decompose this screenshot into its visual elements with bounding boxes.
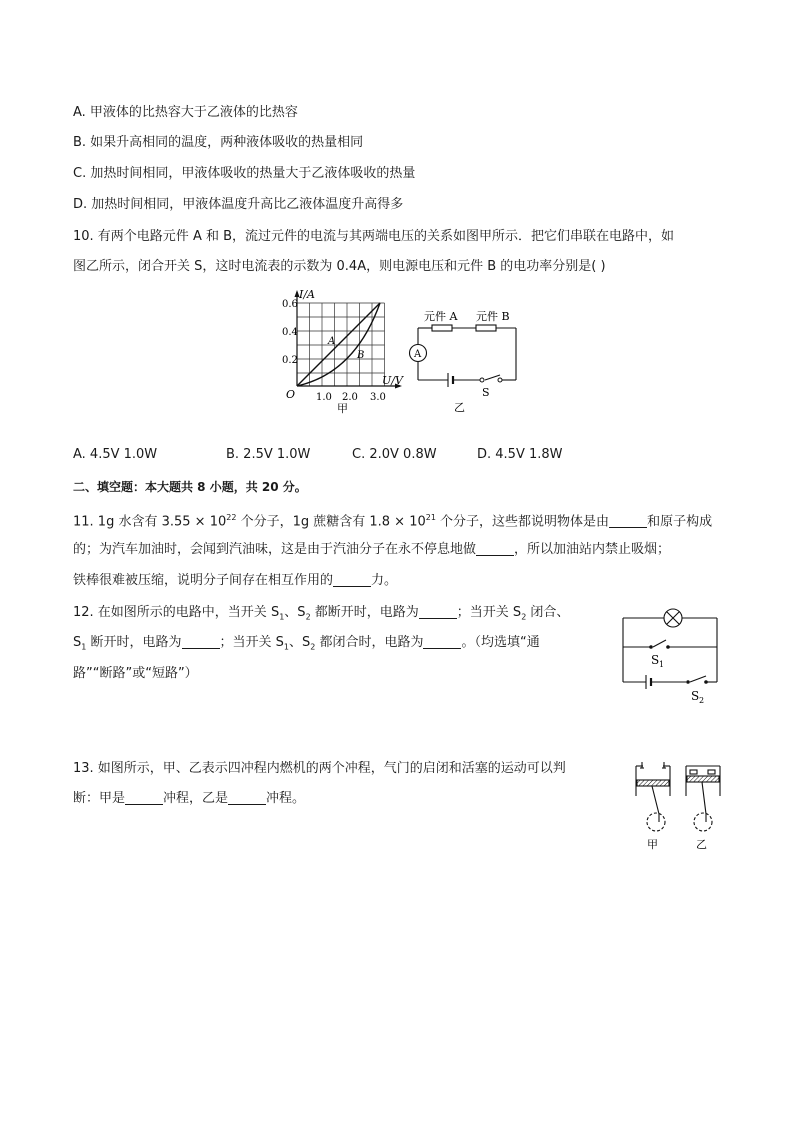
q11-blank-2[interactable]	[476, 541, 514, 556]
q10-stem-line2: 图乙所示，闭合开关 S，这时电流表的示数为 0.4A，则电源电压和元件 B 的电功率分别是( )	[73, 259, 606, 274]
q9-option-a: A. 甲液体的比热容大于乙液体的比热容	[73, 105, 298, 120]
q10-option-b: B. 2.5V 1.0W	[226, 447, 311, 462]
q12-circuit-figure	[616, 600, 726, 712]
q10-stem-line1: 10. 有两个电路元件 A 和 B，流过元件的电流与其两端电压的关系如图甲所示．把它们串联在电路中，如	[73, 229, 675, 244]
graph-caption: 甲	[337, 402, 348, 415]
q11-line2: 的；为汽车加油时，会闻到汽油味，这是由于汽油分子在永不停息地做 ，所以加油站内禁止吸烟；	[73, 542, 671, 557]
q10-option-a: A. 4.5V 1.0W	[73, 447, 158, 462]
q9-option-d: D. 加热时间相同，甲液体温度升高比乙液体温度升高得多	[73, 197, 404, 212]
x-tick-3-0: 3.0	[370, 392, 386, 403]
q13-line2: 断：甲是 冲程，乙是 冲程。	[73, 791, 306, 806]
switch-label: S	[482, 386, 490, 399]
q10-graph-figure	[280, 288, 410, 418]
x-tick-2-0: 2.0	[342, 392, 358, 403]
q12-line2: $S_1$ 断开时，电路为 ；当开关 $S_1$、$S_2$ 都闭合时，电路为 。（均选填“通	[73, 635, 540, 652]
q11-blank-1[interactable]	[609, 513, 647, 528]
q12-blank-2[interactable]	[182, 634, 220, 649]
q11-line1: 11. 1g 水含有 $3.55 \times 10^{22}$ 个分子，1g 蔗糖含有 $1.8 \times 10^{21}$ 个分子，这些都说明物体是由 和原子构成	[73, 513, 713, 530]
s1-lever	[653, 640, 666, 647]
engine-right	[686, 766, 720, 831]
q13-line1: 13. 如图所示，甲、乙表示四冲程内燃机的两个冲程，气门的启闭和活塞的运动可以判	[73, 761, 566, 776]
origin-label: O	[286, 388, 296, 401]
q9-option-c: C. 加热时间相同，甲液体吸收的热量大于乙液体吸收的热量	[73, 166, 416, 181]
curve-b-label: B	[357, 350, 365, 361]
section-2-heading: 二、填空题：本大题共 8 小题，共 20 分。	[73, 480, 307, 494]
engine-left-caption: 甲	[647, 838, 658, 851]
x-axis-label: U/V	[382, 374, 403, 387]
s2-subscript: 2	[699, 696, 705, 705]
q10-option-c: C. 2.0V 0.8W	[352, 447, 437, 462]
q10-option-d: D. 4.5V 1.8W	[477, 447, 563, 462]
y-axis-label: I/A	[299, 288, 315, 301]
q11-line3: 铁棒很难被压缩，说明分子间存在相互作用的 力。	[73, 573, 398, 588]
q12-blank-3[interactable]	[423, 634, 461, 649]
s1-label: S	[651, 653, 660, 667]
curve-a-label: A	[328, 336, 336, 347]
q13-blank-1[interactable]	[125, 790, 163, 805]
element-a-label: 元件 A	[424, 310, 458, 323]
y-tick-0-4: 0.4	[282, 327, 298, 338]
element-b-label: 元件 B	[476, 310, 510, 323]
circuit-caption: 乙	[454, 401, 465, 414]
s2-label: S	[691, 689, 700, 703]
engine-right-caption: 乙	[696, 838, 707, 851]
y-tick-0-2: 0.2	[282, 355, 298, 366]
q13-engine-figure	[630, 756, 730, 854]
q9-option-b: B. 如果升高相同的温度，两种液体吸收的热量相同	[73, 135, 364, 150]
s1-subscript: 1	[659, 660, 665, 669]
q10-circuit-figure	[402, 300, 527, 418]
q13-blank-2[interactable]	[228, 790, 266, 805]
x-tick-1-0: 1.0	[316, 392, 332, 403]
q12-line3: 路”“断路”或“短路”）	[73, 666, 198, 681]
q12-blank-1[interactable]	[419, 604, 457, 619]
s2-lever	[690, 676, 706, 682]
y-tick-0-6: 0.6	[282, 299, 298, 310]
q11-blank-3[interactable]	[333, 572, 371, 587]
engine-left	[636, 762, 670, 831]
q12-line1: 12. 在如图所示的电路中，当开关 $S_1$、$S_2$ 都断开时，电路为 ；当开关 $S_2$ 闭合、	[73, 605, 570, 622]
ammeter-label: A	[414, 349, 422, 360]
